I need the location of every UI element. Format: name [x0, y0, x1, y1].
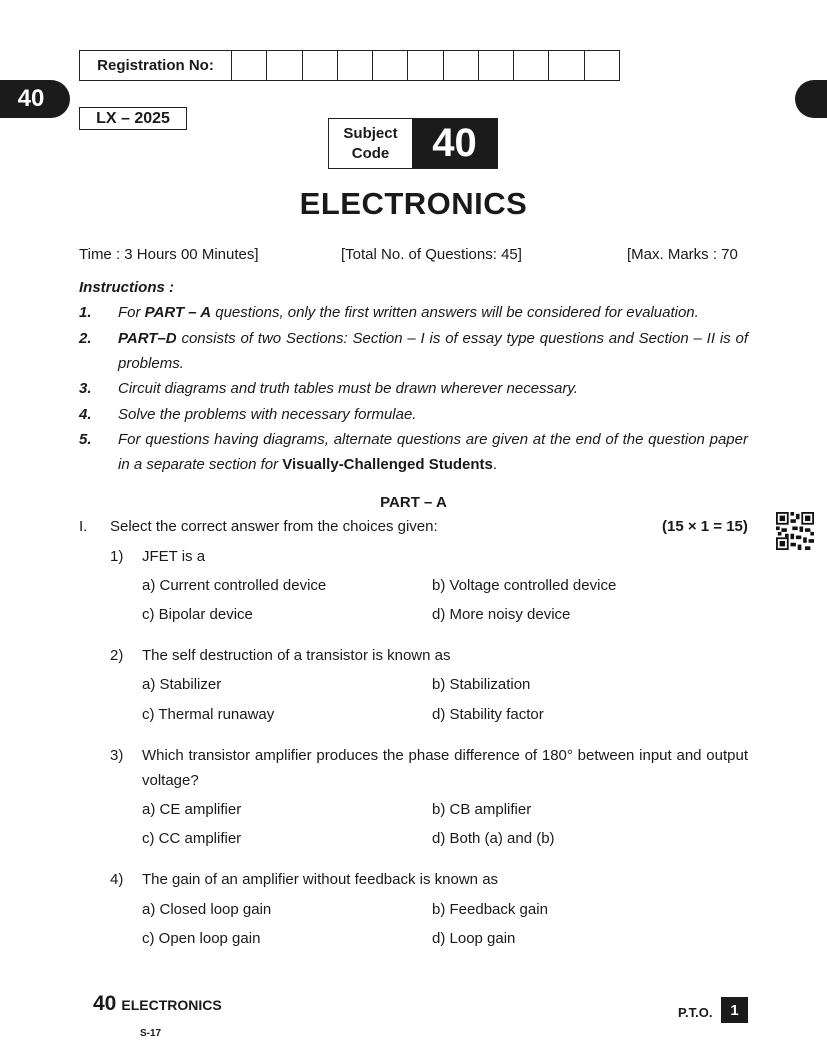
question-number: 3)	[110, 747, 124, 764]
subject-label-line1: Subject	[343, 124, 398, 142]
question-number: 2)	[110, 647, 124, 664]
option-c: c) Bipolar device	[142, 606, 253, 623]
section-marks: (15 × 1 = 15)	[662, 518, 748, 535]
subject-code-label	[329, 119, 412, 168]
option-b: b) CB amplifier	[432, 801, 532, 818]
exam-code: LX – 2025	[79, 107, 187, 130]
option-a: a) Stabilizer	[142, 676, 222, 693]
option-b: b) Stabilization	[432, 676, 531, 693]
registration-cell[interactable]	[408, 51, 443, 80]
question-number: 1)	[110, 548, 124, 565]
registration-cell[interactable]	[373, 51, 408, 80]
instruction-item: For PART – A questions, only the first written answers will be considered for evaluation.	[118, 304, 699, 321]
question-text: JFET is a	[142, 548, 206, 565]
option-a: a) Closed loop gain	[142, 901, 272, 918]
instruction-number: 1.	[79, 304, 92, 321]
option-b: b) Voltage controlled device	[432, 577, 617, 594]
question-text: Which transistor amplifier produces the phase difference of 180° between input and output voltage?	[142, 747, 748, 789]
section-instruction: Select the correct answer from the choices given:	[110, 518, 438, 535]
side-tab-left: 40	[0, 80, 70, 118]
registration-cell[interactable]	[232, 51, 267, 80]
option-c: c) CC amplifier	[142, 830, 242, 847]
meta-time: Time : 3 Hours 00 Minutes]	[79, 246, 259, 263]
instruction-number: 2.	[79, 330, 92, 347]
instruction-number: 5.	[79, 431, 92, 448]
option-c: c) Open loop gain	[142, 930, 261, 947]
registration-cell[interactable]	[303, 51, 338, 80]
option-d: d) More noisy device	[432, 606, 571, 623]
subject-code-box	[328, 118, 498, 169]
qr-code-icon	[776, 512, 814, 550]
registration-label: Registration No:	[80, 51, 232, 80]
meta-marks: [Max. Marks : 70	[627, 246, 738, 263]
option-c: c) Thermal runaway	[142, 706, 275, 723]
page-title: ELECTRONICS	[299, 186, 528, 221]
footer-pto: P.T.O.	[678, 1005, 713, 1020]
page-number: 1	[721, 997, 748, 1023]
registration-cell[interactable]	[338, 51, 373, 80]
registration-cell[interactable]	[267, 51, 302, 80]
registration-cell[interactable]	[479, 51, 514, 80]
option-b: b) Feedback gain	[432, 901, 548, 918]
side-tab-right	[795, 80, 827, 118]
registration-cell[interactable]	[549, 51, 584, 80]
instructions-heading: Instructions :	[79, 279, 175, 296]
instruction-item: For questions having diagrams, alternate questions are given at the end of the question paper in a separate section for Visually-Challenged Students.	[118, 431, 748, 473]
registration-cell[interactable]	[585, 51, 619, 80]
instruction-item: Solve the problems with necessary formulae.	[118, 406, 417, 423]
question-text: The self destruction of a transistor is known as	[142, 647, 451, 664]
instruction-item: PART–D consists of two Sections: Section – I is of essay type questions and Section – II is of problems.	[118, 330, 748, 372]
option-d: d) Loop gain	[432, 930, 516, 947]
meta-questions: [Total No. of Questions: 45]	[341, 246, 522, 263]
option-d: d) Both (a) and (b)	[432, 830, 555, 847]
registration-cell[interactable]	[514, 51, 549, 80]
option-d: d) Stability factor	[432, 706, 544, 723]
subject-label-line2: Code	[351, 144, 390, 162]
subject-code-value: 40	[412, 119, 497, 168]
instruction-number: 3.	[79, 380, 92, 397]
footer-subject	[93, 992, 222, 1016]
question-text: The gain of an amplifier without feedback is known as	[142, 871, 499, 888]
footer-series: S-17	[140, 1028, 162, 1039]
registration-box	[79, 50, 620, 81]
option-a: a) Current controlled device	[142, 577, 327, 594]
footer-code: 40	[93, 992, 117, 1015]
instruction-item: Circuit diagrams and truth tables must be drawn wherever necessary.	[118, 380, 578, 397]
section-number: I.	[79, 518, 88, 535]
option-a: a) CE amplifier	[142, 801, 242, 818]
registration-cell[interactable]	[444, 51, 479, 80]
footer-subject-name: ELECTRONICS	[121, 997, 222, 1013]
part-a-heading: PART – A	[380, 494, 447, 511]
instruction-number: 4.	[79, 406, 92, 423]
question-number: 4)	[110, 871, 124, 888]
